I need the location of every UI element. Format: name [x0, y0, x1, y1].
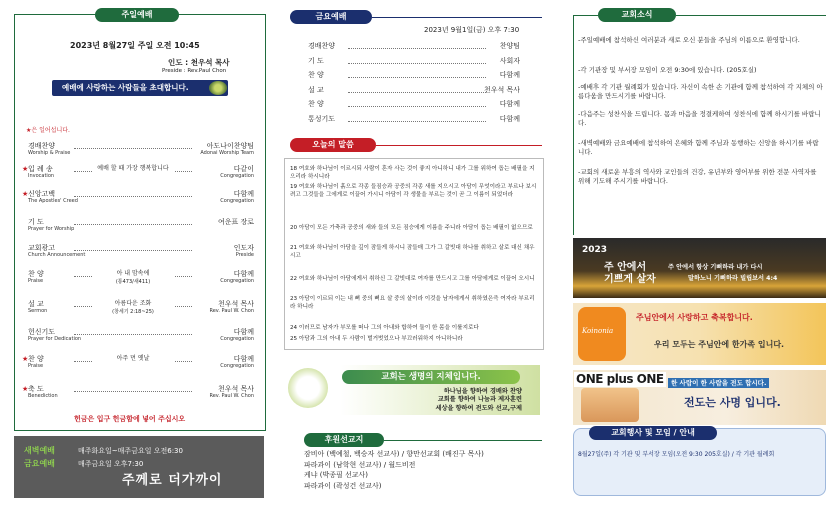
- verse-text: 21 여호와 하나님이 아담을 깊이 잠들게 하시니 잠들매 그가 그 갈빗대 하나를 취하고 살로 대신 채우시고: [290, 245, 535, 259]
- flower-icon: [209, 81, 227, 95]
- news-item: -새벽예배와 금요예배에 참석하여 은혜와 함께 주님과 동행하는 신앙을 하시기를 바랍니다.: [578, 139, 819, 156]
- item-reference: (창세기 2:18~25): [92, 309, 174, 315]
- item-name-en: Church Announcement: [28, 252, 86, 258]
- item-name: 헌신기도: [28, 328, 56, 336]
- dawn-label: 새벽예배: [24, 446, 55, 455]
- news-item: -주일예배에 참석하신 여러분과 새로 오신 분들을 주님의 이름으로 환영합니다.: [578, 36, 800, 44]
- missions-rule: [384, 440, 542, 441]
- item-name: 교회광고: [28, 244, 56, 252]
- family-line-2: 우리 모두는 주님안에 한가족 입니다.: [654, 340, 785, 349]
- news-item: -교회의 새로운 부흥의 역사와 교인들의 건강, 유년부와 영어부를 위한 전문 사역자를 위해 기도해 주시기를 바랍니다.: [578, 168, 817, 185]
- verse-text: 24 이러므로 남자가 부모를 떠나 그의 아내와 합하여 둘이 한 몸을 이룰지로다: [290, 325, 479, 331]
- friday-item: [308, 100, 520, 114]
- service-item: [22, 385, 254, 407]
- leader-dots: [74, 334, 192, 335]
- events-line: 8월27일(주) 각 기관 및 부서장 모임(오전 9:30 205호실) / 각 기관 월례회: [578, 451, 775, 458]
- leader-dots: [74, 196, 192, 197]
- vision-heading: 교회는 생명의 지체입니다.: [342, 370, 520, 384]
- news-item: -각 기관장 및 부서장 모임이 오전 9:30에 있습니다. (205호실): [578, 66, 757, 74]
- item-title: 아 내 맘속에: [92, 270, 174, 278]
- item-name-en: Worship & Praise: [28, 150, 71, 156]
- vision-line: 교회를 향하여 나눔과 제자훈련: [437, 396, 522, 404]
- item-name-en: Prayer for Worship: [28, 226, 75, 232]
- joy-year: 2023: [582, 245, 608, 255]
- news-rule-left: [573, 15, 598, 16]
- news-item: -예배후 각 기관 월례회가 있습니다. 자신이 속한 손 기관에 함께 참석하여 각 지체의 아름다움을 만드시기를 바랍니다.: [578, 83, 823, 100]
- item-name: 축 도: [28, 385, 44, 393]
- events-title: 교회행사 및 모임 / 안내: [589, 426, 717, 440]
- sunday-preside: Preside : Rev.Paul Chon: [162, 68, 227, 74]
- hands-image: [581, 388, 639, 422]
- item-name: 기 도: [28, 218, 44, 226]
- joy-verse-2: 말하노니 기뻐하라 빌립보서 4:4: [688, 275, 778, 282]
- item-name: 경배찬양: [28, 142, 56, 150]
- service-item: [22, 218, 254, 240]
- service-item: [22, 190, 254, 212]
- leader-dots: [348, 77, 486, 78]
- verse-text: 18 여호와 하나님이 이르시되 사람이 혼자 사는 것이 좋지 아니하니 내가 그를 위하여 돕는 배필을 지으리라 하시니라: [290, 166, 535, 180]
- item-title: 예배 할 때 가장 행복합니다: [92, 165, 174, 173]
- friday-service-title: 금요예배: [290, 10, 372, 24]
- friday-item: [308, 86, 520, 100]
- leader-dots: [74, 224, 192, 225]
- item-name-en: Sermon: [28, 308, 48, 314]
- service-item: [22, 355, 254, 377]
- service-item: [22, 270, 254, 292]
- item-leader-en: Preside: [235, 252, 254, 258]
- leader-dots: [74, 148, 192, 149]
- mission-item: 파라과이 (남학현 선교사) / 월드비전: [304, 460, 416, 469]
- friday-item-leader: 사회자: [499, 56, 520, 65]
- item-leader-en: Adonai Worship Team: [200, 150, 254, 156]
- verse-text: 22 여호와 하나님이 아담에게서 취하신 그 갈빗대로 여자를 만드시고 그를 아담에게로 이끌어 오시니: [290, 276, 535, 282]
- item-leader: 다함께: [233, 355, 254, 363]
- friday-item: [308, 115, 520, 129]
- friday-date: 2023년 9월1일(금) 오후 7:30: [424, 26, 520, 34]
- leader-dots: [348, 106, 486, 107]
- friday-item-name: 기 도: [308, 56, 324, 65]
- item-leader: 인도자: [233, 244, 254, 252]
- item-leader-en: Congregation: [220, 198, 254, 204]
- missions-list: [304, 449, 484, 491]
- item-name: 입 례 송: [28, 165, 53, 173]
- item-leader: 천우석 목사: [217, 300, 254, 308]
- item-title: 아름다운 조화: [92, 300, 174, 308]
- item-name-en: Praise: [28, 278, 44, 284]
- friday-time: 매주금요일 오후7:30: [78, 460, 144, 468]
- friday-rule: [372, 17, 542, 18]
- news-item: -다음주는 성찬식을 드립니다. 몸과 마음을 정결케하여 성찬식에 함께 하시기를 바랍니다.: [578, 110, 821, 127]
- leader-dots: [348, 92, 486, 93]
- friday-item-name: 찬 양: [308, 100, 324, 108]
- scripture-rule: [376, 145, 542, 146]
- item-leader: 다함께: [233, 328, 254, 336]
- friday-item-leader: 찬양팀: [499, 42, 520, 50]
- offering-note: 헌금은 입구 헌금함에 넣어 주십시오: [74, 415, 186, 423]
- leader-dots: [348, 63, 486, 64]
- friday-item-leader: 다함께: [499, 114, 520, 123]
- item-reference: (통473/새411): [92, 279, 174, 285]
- mission-item: 파라과이 (곽성건 선교사): [304, 481, 382, 490]
- koinonia-text: Koinonia: [582, 327, 614, 335]
- star-icon: ★: [22, 165, 29, 173]
- service-item: [22, 244, 254, 266]
- sunday-service-title: 주일예배: [95, 8, 179, 22]
- item-leader: 다함께: [233, 190, 254, 198]
- item-leader-en: Congregation: [220, 363, 254, 369]
- scripture-title: 오늘의 말씀: [290, 138, 376, 152]
- item-name-en: The Apostles' Creed: [28, 198, 78, 204]
- service-item: [22, 300, 254, 322]
- service-item: [22, 142, 254, 164]
- friday-item-name: 설 교: [308, 85, 324, 94]
- dawn-slogan: 주께로 더가까이: [122, 473, 223, 488]
- star-icon: ★: [22, 385, 29, 393]
- leader-dots: [348, 48, 486, 49]
- item-name: 신앙고백: [28, 190, 56, 198]
- dawn-time: 매주화요일~매주금요일 오전6:30: [78, 447, 183, 455]
- missions-title: 후원선교지: [304, 433, 384, 447]
- item-title: 아주 먼 옛날: [92, 355, 174, 363]
- news-rule-right: [676, 15, 826, 16]
- item-name: 설 교: [28, 300, 44, 308]
- friday-label: 금요예배: [24, 459, 55, 468]
- news-rule-vertical: [573, 15, 574, 235]
- item-name-en: Prayer for Dedication: [28, 336, 82, 342]
- friday-item-name: 경배찬양: [308, 42, 336, 50]
- item-name-en: Benediction: [28, 393, 58, 399]
- item-leader-en: Congregation: [220, 173, 254, 179]
- service-item: [22, 328, 254, 350]
- item-leader: 아도나이찬양팀: [206, 142, 254, 150]
- vision-line: 세상을 향하여 전도와 선교,구제: [435, 404, 522, 412]
- item-leader-en: Rev. Paul W. Chon: [209, 308, 254, 314]
- star-icon: ★: [22, 355, 29, 363]
- item-leader-en: Congregation: [220, 278, 254, 284]
- item-leader-en: Rev. Paul W. Chon: [209, 393, 254, 399]
- friday-item-name: 찬 양: [308, 71, 324, 79]
- leaf-icon: [288, 368, 328, 408]
- item-leader: 여운표 장로: [217, 218, 254, 226]
- star-icon: ★: [22, 190, 29, 198]
- item-leader-en: Congregation: [220, 336, 254, 342]
- joy-main: 주 안에서 기쁘게 살자: [604, 262, 656, 285]
- invite-banner: 예배에 사랑하는 사람들을 초대합니다.: [52, 80, 228, 96]
- vision-lines: [402, 388, 522, 413]
- sunday-date: 2023년 8월27일 주일 오전 10:45: [70, 41, 200, 50]
- friday-item-leader: 다함께: [499, 71, 520, 79]
- item-name: 찬 양: [28, 270, 44, 278]
- one-plus-one-title: ONE plus ONE: [576, 372, 664, 386]
- sunday-preacher: 인도 : 천우석 목사: [168, 58, 230, 67]
- leader-dots: [74, 391, 192, 392]
- friday-item: [308, 71, 520, 85]
- leader-dots: [74, 250, 192, 251]
- item-name: 찬 양: [28, 355, 44, 363]
- mission-item: 케냐 (박종필 선교사): [304, 471, 369, 479]
- verse-text: 20 아담이 모든 가축과 공중의 새와 들의 모든 짐승에게 이름을 주니라 아담이 돕는 배필이 없으므로: [290, 225, 533, 231]
- item-name-en: Invocation: [28, 173, 55, 179]
- service-item: [22, 165, 254, 187]
- friday-item-name: 통성기도: [308, 114, 336, 123]
- item-name-en: Praise: [28, 363, 44, 369]
- standing-note: ★은 일어섭니다.: [26, 127, 70, 134]
- friday-item-leader: 다함께: [499, 100, 520, 108]
- joy-verse-1: 주 안에서 항상 기뻐하라 내가 다시: [668, 264, 763, 271]
- friday-item-leader: 천우석 목사: [483, 85, 520, 94]
- evangelism-line-2: 전도는 사명 입니다.: [684, 396, 781, 409]
- verse-text: 19 여호와 하나님이 흙으로 각종 들짐승과 공중의 각종 새를 지으시고 아담이 무엇이라고 부르나 보시려고 그것들을 그에게로 이끌어 가시니 아담이 각 생물을 부르는 것이 곧 그 이름이 되었더라: [290, 184, 537, 198]
- leader-dots: [348, 121, 486, 122]
- friday-item: [308, 42, 520, 56]
- item-leader: 다같이: [233, 165, 254, 173]
- verse-text: 23 아담이 이르되 이는 내 뼈 중의 뼈요 살 중의 살이라 이것을 남자에게서 취하였은즉 여자라 부르리라 하니라: [290, 296, 535, 310]
- evangelism-line-1: 한 사람이 한 사람을 전도 합시다.: [668, 378, 769, 388]
- vision-line: 하나님을 향하여 경배와 찬양: [443, 388, 522, 395]
- item-leader: 천우석 목사: [217, 385, 254, 393]
- family-line-1: 주님안에서 사랑하고 축복합니다.: [636, 313, 753, 322]
- mission-item: 잠비아 (백예철, 백승자 선교사) / 향만선교회 (배진구 목사): [304, 450, 484, 458]
- news-title: 교회소식: [598, 8, 676, 22]
- friday-item: [308, 57, 520, 71]
- item-leader: 다함께: [233, 270, 254, 278]
- verse-text: 25 아담과 그의 아내 두 사람이 벌거벗었으나 부끄러워하지 아니하니라: [290, 336, 463, 342]
